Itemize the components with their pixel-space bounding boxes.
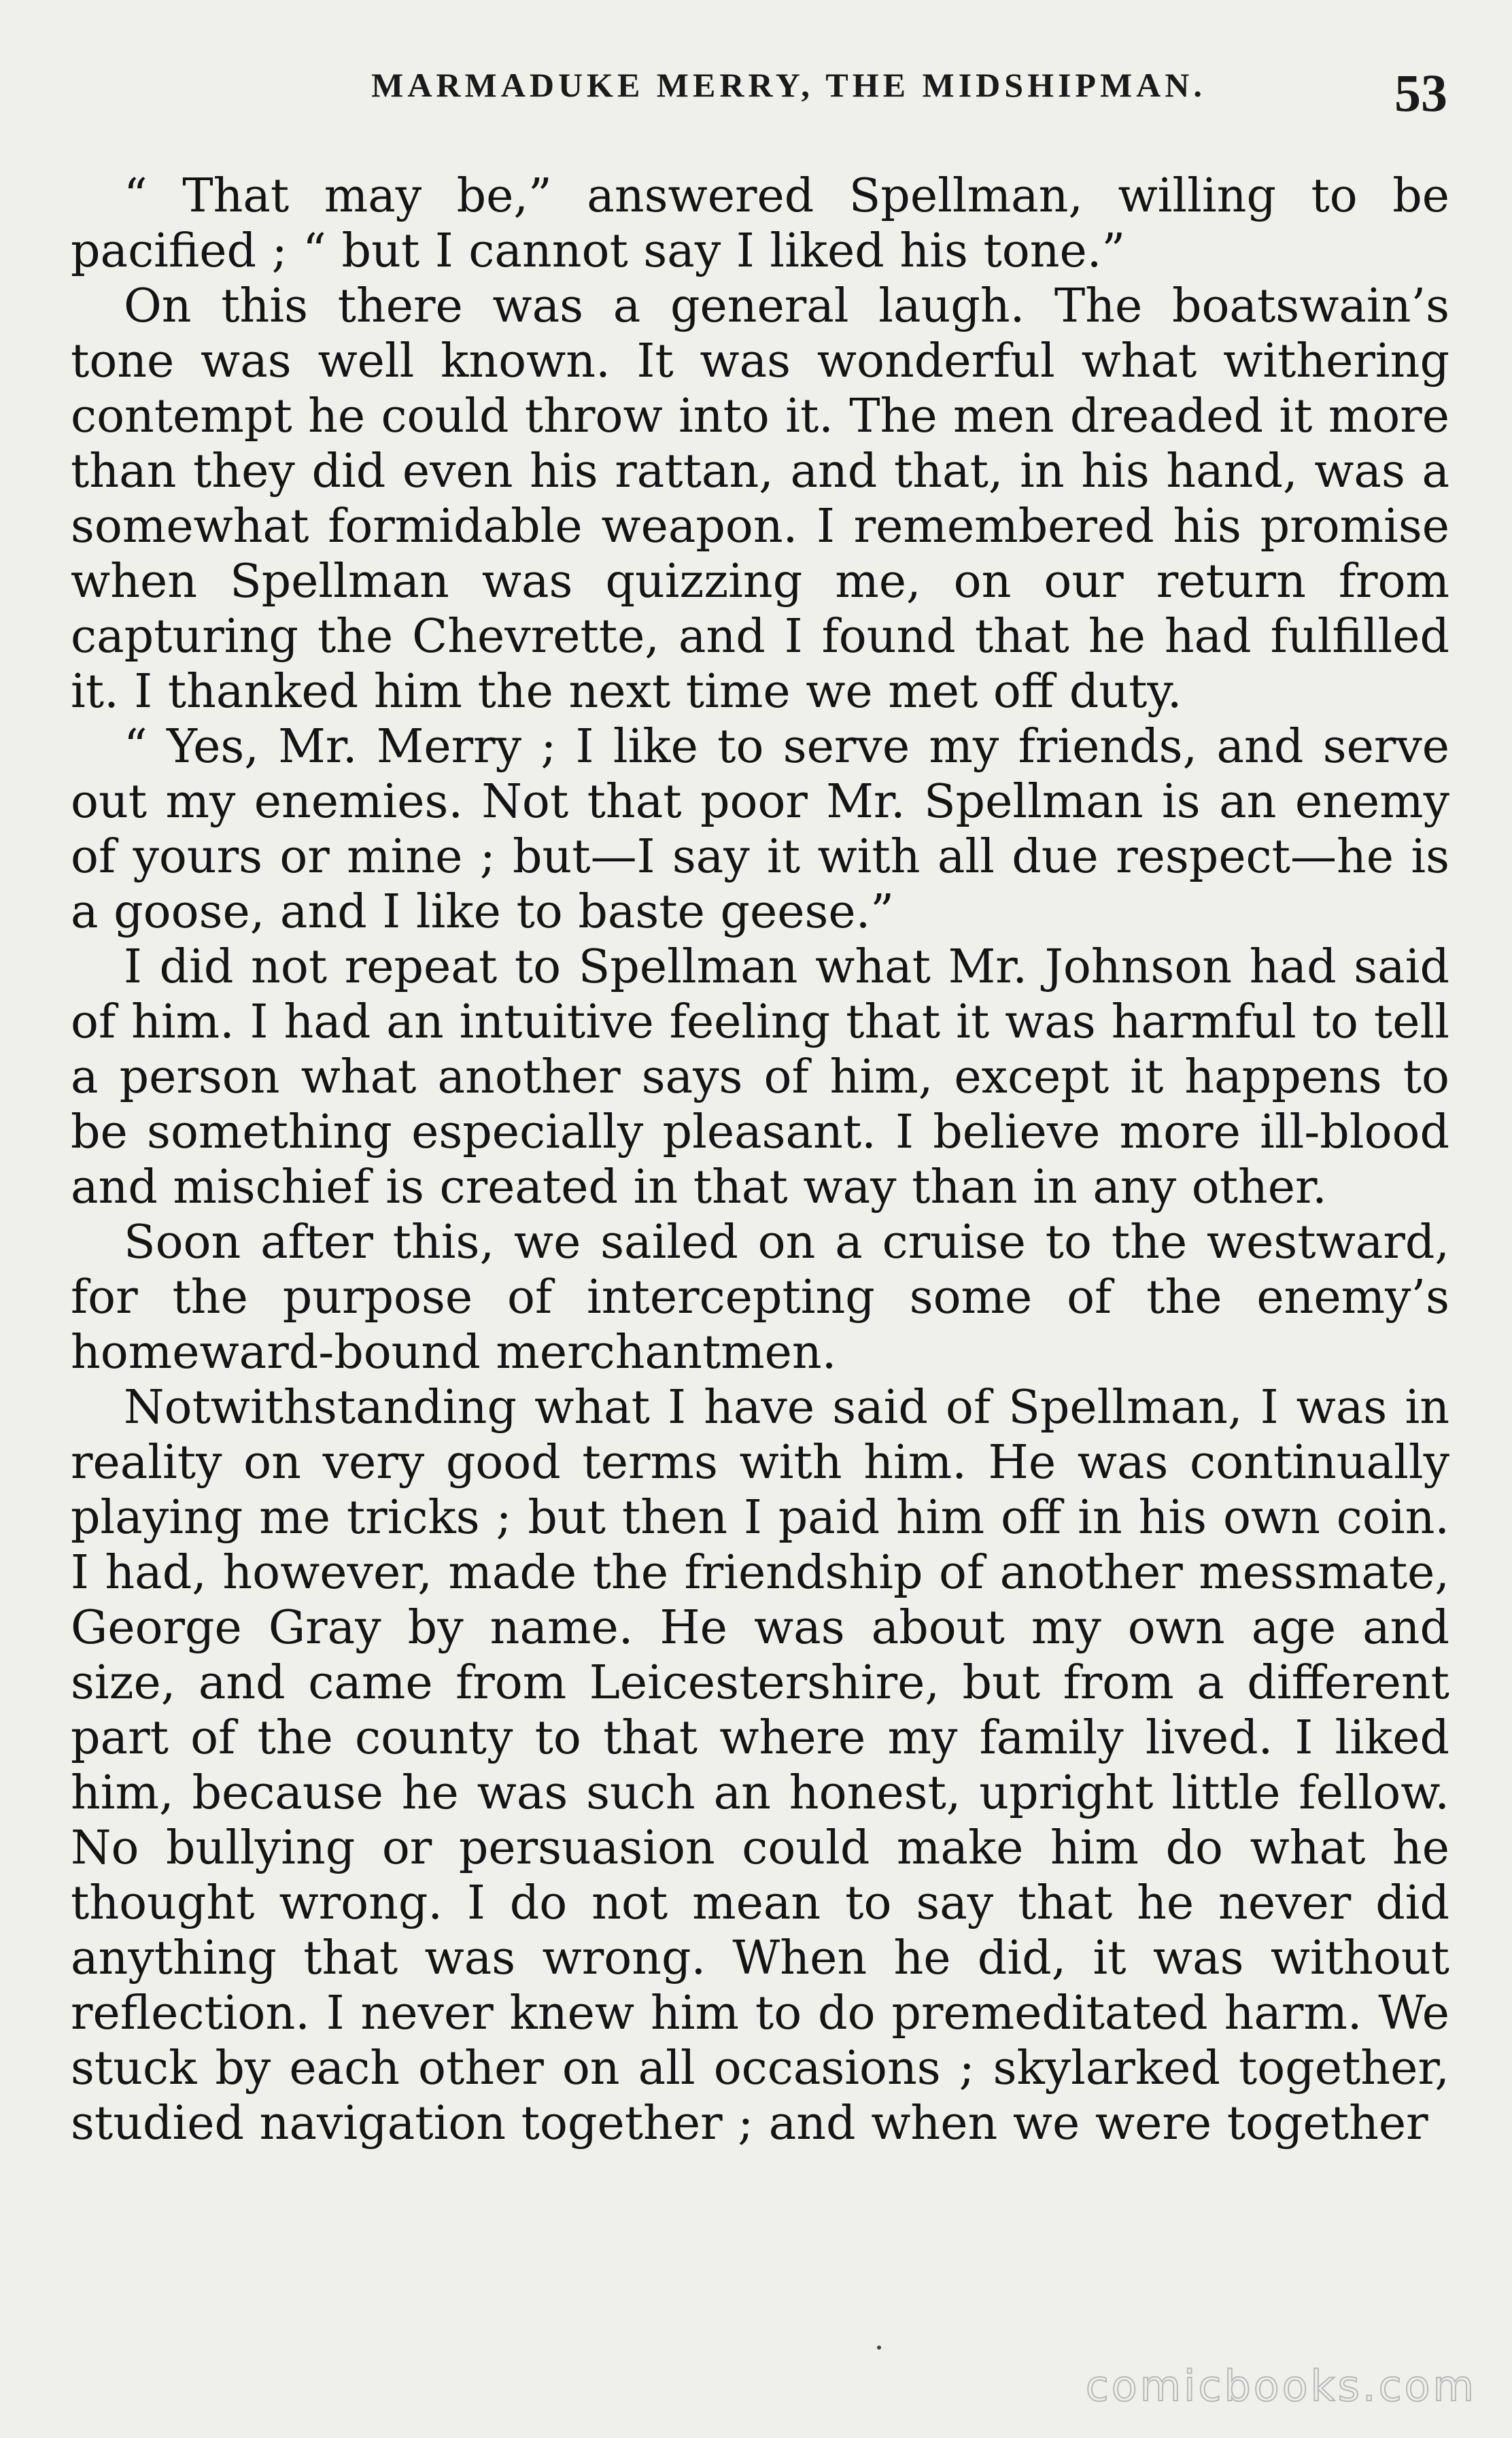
paragraph: “ Yes, Mr. Merry ; I like to serve my friends, and serve out my enemies. Not that poor Mr. Spellman is an enemy of yours or mine ; but—I say it with all due respect—he is a goose, and I like to baste geese.” <box>71 720 1449 939</box>
watermark: comicbooks.com <box>1085 2361 1477 2411</box>
paragraph: Soon after this, we sailed on a cruise to the westward, for the purpose of intercepting some of the enemy’s homeward-bound merchantmen. <box>71 1216 1449 1379</box>
paragraph: “ That may be,” answered Spellman, willing to be pacified ; “ but I cannot say I liked his tone.” <box>71 169 1449 278</box>
body-text <box>71 169 1449 2151</box>
paragraph: I did not repeat to Spellman what Mr. Johnson had said of him. I had an intuitive feeling that it was harmful to tell a person what another says of him, except it happens to be something especially pleasant. I believe more ill-blood and mischief is created in that way than in any other. <box>71 940 1449 1214</box>
page-number: 53 <box>1394 63 1447 122</box>
paragraph: Notwithstanding what I have said of Spellman, I was in reality on very good terms with him. He was continually playing me tricks ; but then I paid him off in his own coin. I had, however, made the friendship of another messmate, George Gray by name. He was about my own age and size, and came from Leicestershire, but from a different part of the county to that where my family lived. I liked him, because he was such an honest, upright little fellow. No bullying or persuasion could make him do what he thought wrong. I do not mean to say that he never did anything that was wrong. When he did, it was without reflection. I never knew him to do premeditated harm. We stuck by each other on all occasions ; skylarked together, studied navigation together ; and when we were together <box>71 1381 1449 2150</box>
running-head: MARMADUKE MERRY, THE MIDSHIPMAN. <box>371 66 1206 104</box>
paragraph: On this there was a general laugh. The boatswain’s tone was well known. It was wonderful what withering contempt he could throw into it. The men dreaded it more than they did even his rattan, and that, in his hand, was a somewhat formidable weapon. I remembered his promise when Spellman was quizzing me, on our return from capturing the Chevrette, and I found that he had fulfilled it. I thanked him the next time we met off duty. <box>71 279 1449 719</box>
footer-mark <box>877 2346 881 2350</box>
